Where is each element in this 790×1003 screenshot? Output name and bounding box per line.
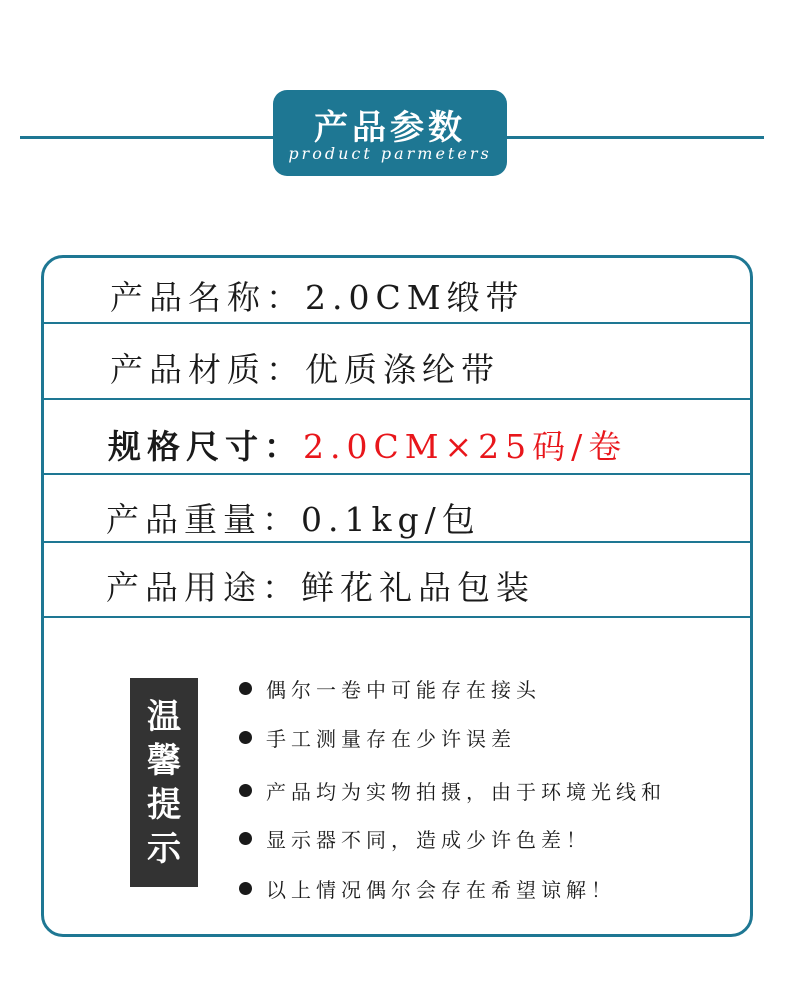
param-row-name [44,266,750,324]
row-divider [44,322,750,324]
tips-label-box [130,678,198,887]
row-divider [44,398,750,400]
bullet-icon [239,832,252,845]
param-row-material [44,338,750,396]
param-value: 鲜花礼品包装 [301,567,535,607]
tip-text: 偶尔一卷中可能存在接头 [266,678,541,702]
row-divider [44,473,750,475]
tip-text: 以上情况偶尔会存在希望谅解！ [266,878,616,902]
tip-item [239,776,666,805]
tip-item [239,824,591,853]
tip-item [239,674,541,703]
tips-label-char: 提 [147,784,181,825]
param-label: 规格尺寸： [108,426,303,466]
tip-item [239,723,516,752]
param-label: 产品用途： [106,567,301,607]
param-label: 产品名称： [110,277,305,317]
tips-label-char: 馨 [147,740,181,781]
param-row-weight [44,488,750,546]
section-subtitle: product parmeters [288,144,492,163]
param-value: 2.0CM×25码/卷 [303,426,628,466]
param-value: 优质涤纶带 [305,349,500,389]
tip-text: 显示器不同，造成少许色差！ [266,828,591,852]
tips-label-char: 示 [147,828,181,869]
param-value: 2.0CM缎带 [305,277,525,317]
tip-item [239,874,616,903]
bullet-icon [239,731,252,744]
param-row-usage [44,556,750,614]
param-row-size [44,415,750,473]
params-card [41,255,753,937]
tip-text: 产品均为实物拍摄，由于环境光线和 [266,780,666,804]
param-value: 0.1kg/包 [301,499,481,539]
row-divider [44,616,750,618]
bullet-icon [239,784,252,797]
section-title: 产品参数 [314,108,466,148]
tip-text: 手工测量存在少许误差 [266,727,516,751]
bullet-icon [239,682,252,695]
tips-label-char: 温 [147,696,181,737]
param-label: 产品重量： [106,499,301,539]
param-label: 产品材质： [110,349,305,389]
section-header-badge [273,90,507,176]
row-divider [44,541,750,543]
bullet-icon [239,882,252,895]
